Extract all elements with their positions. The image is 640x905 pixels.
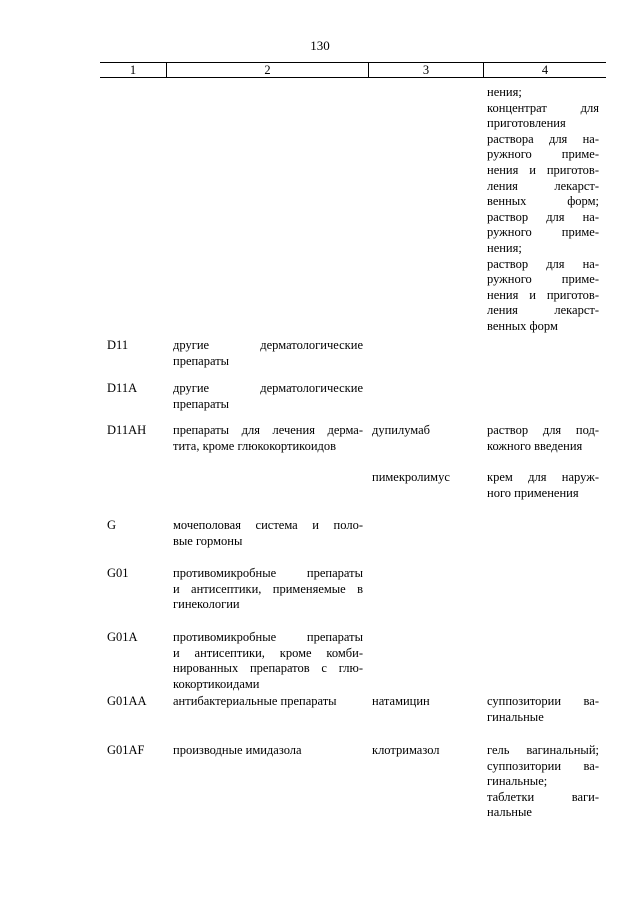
continuation-form-text-line: венных форм xyxy=(487,318,558,333)
group-name xyxy=(173,566,363,613)
group-name xyxy=(173,381,363,412)
drug-name: пимекролимус xyxy=(372,470,450,484)
continuation-form-text-line: нения; xyxy=(487,85,522,99)
atc-code: D11 xyxy=(107,338,129,352)
group-name-line: препараты для лечения дерма- xyxy=(173,423,363,437)
continuation-form-text-line: ружного приме- xyxy=(487,147,599,162)
continuation-form-text-line: концентрат для xyxy=(487,100,599,115)
dosage-form-line: гинальные; xyxy=(487,774,548,789)
group-name xyxy=(173,423,363,454)
group-name-line: мочеполовая система и поло- xyxy=(173,518,363,532)
drug-name: натамицин xyxy=(372,694,430,708)
continuation-form-text-line: раствор для на- xyxy=(487,209,599,224)
drug-name: дупилумаб xyxy=(372,423,431,437)
group-name xyxy=(173,743,363,759)
continuation-form-text-line: раствора для на- xyxy=(487,131,599,146)
dosage-form-line: ного применения xyxy=(487,485,579,500)
page-number: 130 xyxy=(310,38,330,53)
header-col-1: 1 xyxy=(129,63,137,77)
header-col-3: 3 xyxy=(422,63,430,77)
dosage-form-line: крем для наруж- xyxy=(487,470,599,484)
dosage-form xyxy=(487,694,599,725)
continuation-form-text-line: нения и приготов- xyxy=(487,162,599,177)
group-name-line: противомикробные препараты xyxy=(173,566,363,580)
dosage-form-line: таблетки ваги- xyxy=(487,789,599,804)
dosage-form-line: суппозитории ва- xyxy=(487,758,599,773)
group-name-line: нированных препаратов с глю- xyxy=(173,661,363,676)
continuation-form-text-line: раствор для на- xyxy=(487,256,599,271)
drug-name: клотримазол xyxy=(372,743,440,757)
group-name-line: другие дерматологические xyxy=(173,381,363,395)
group-name-line: производные имидазола xyxy=(173,743,302,757)
dosage-form-line: раствор для под- xyxy=(487,423,599,437)
group-name-line: другие дерматологические xyxy=(173,338,363,352)
group-name-line: вые гормоны xyxy=(173,533,243,548)
group-name xyxy=(173,518,363,549)
group-name xyxy=(173,630,363,692)
group-name-line: гинекологии xyxy=(173,597,240,612)
continuation-form-text-line: ружного приме- xyxy=(487,225,599,240)
group-name xyxy=(173,694,363,710)
atc-code: G01AA xyxy=(107,694,147,708)
continuation-form-text xyxy=(487,85,599,335)
dosage-form-line: гинальные xyxy=(487,709,544,724)
atc-code: G01AF xyxy=(107,743,145,757)
atc-code: G01A xyxy=(107,630,138,644)
group-name-line: препараты xyxy=(173,396,230,411)
continuation-form-text-line: нения; xyxy=(487,240,522,255)
group-name-line: препараты xyxy=(173,353,230,368)
dosage-form-line: гель вагинальный; xyxy=(487,743,599,757)
group-name-line: тита, кроме глюкокортикоидов xyxy=(173,438,337,453)
dosage-form xyxy=(487,423,599,454)
group-name-line: антибактериальные препараты xyxy=(173,694,337,708)
continuation-form-text-line: ружного приме- xyxy=(487,272,599,287)
continuation-form-text-line: ления лекарст- xyxy=(487,178,599,193)
header-col-4: 4 xyxy=(541,63,549,77)
dosage-form xyxy=(487,743,599,821)
group-name xyxy=(173,338,363,369)
group-name-line: и антисептики, кроме комби- xyxy=(173,645,363,660)
atc-code: G xyxy=(107,518,117,532)
atc-code: D11AH xyxy=(107,423,147,437)
dosage-form-line: нальные xyxy=(487,805,532,820)
dosage-form-line: кожного введения xyxy=(487,438,583,453)
continuation-form-text-line: ления лекарст- xyxy=(487,303,599,318)
header-col-2: 2 xyxy=(264,63,271,77)
continuation-form-text-line: приготовления xyxy=(487,116,566,131)
group-name-line: противомикробные препараты xyxy=(173,630,363,644)
atc-code: G01 xyxy=(107,566,129,580)
group-name-line: кокортикоидами xyxy=(173,676,260,691)
dosage-form xyxy=(487,470,599,501)
group-name-line: и антисептики, применяемые в xyxy=(173,581,363,596)
atc-code: D11A xyxy=(107,381,138,395)
dosage-form-line: суппозитории ва- xyxy=(487,694,599,708)
continuation-form-text-line: нения и приготов- xyxy=(487,287,599,302)
table-header xyxy=(100,62,606,78)
continuation-form-text-line: венных форм; xyxy=(487,194,599,209)
